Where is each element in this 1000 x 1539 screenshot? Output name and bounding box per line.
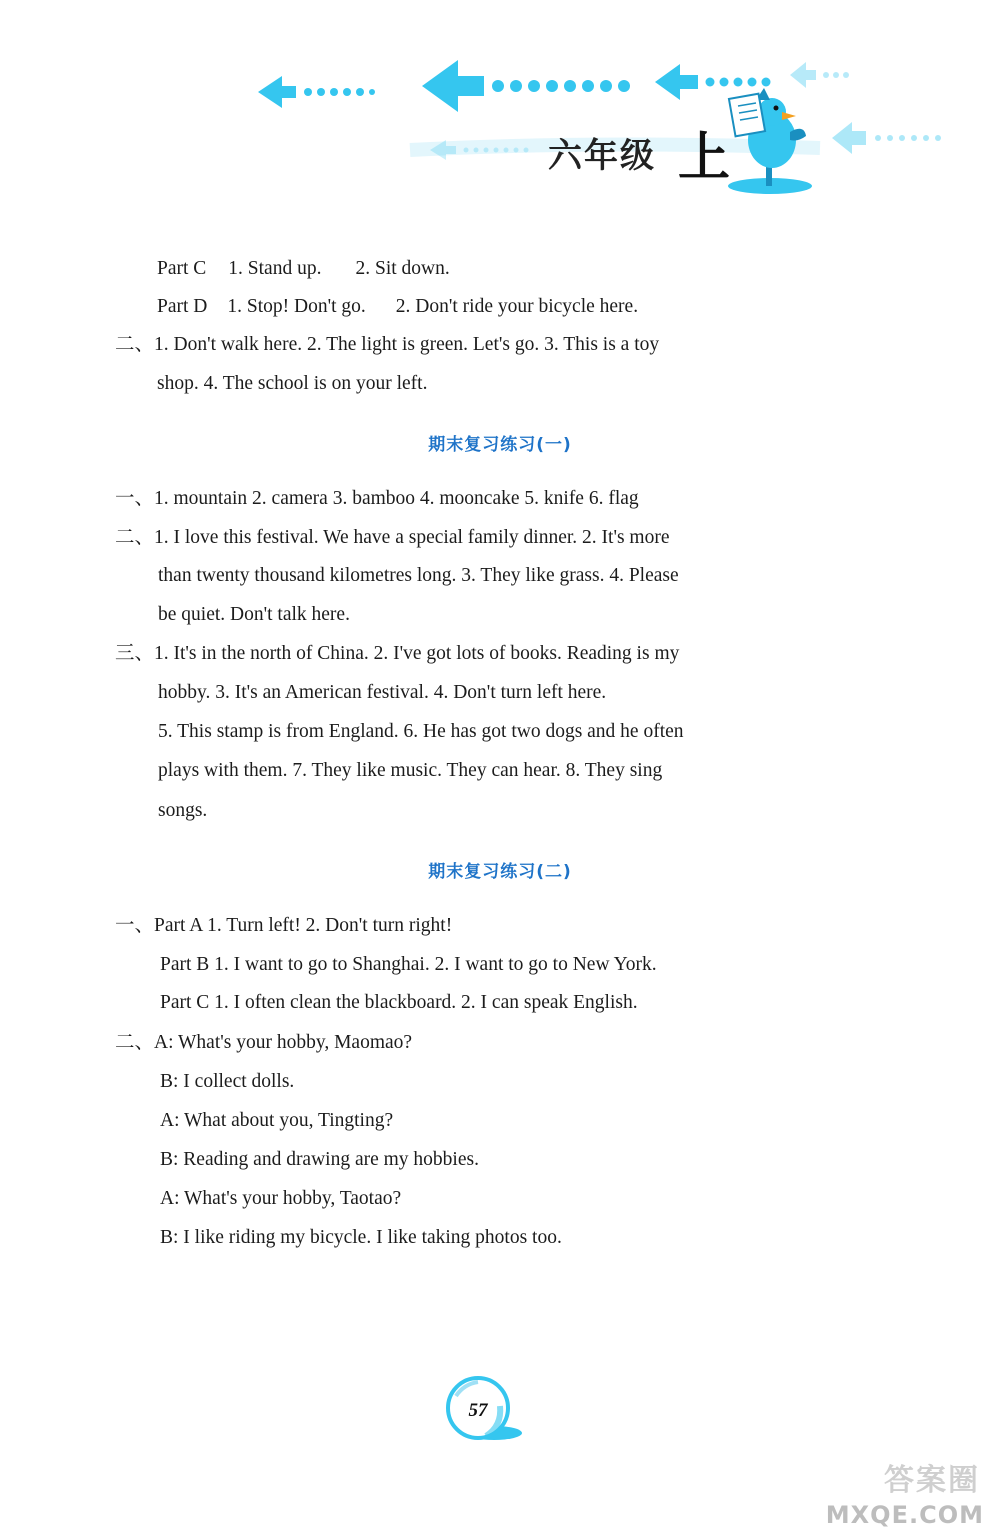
answer-line: 二、1. I love this festival. We have a special family dinner. 2. It's more: [115, 527, 670, 548]
answer-line: 一、1. mountain 2. camera 3. bamboo 4. mooncake 5. knife 6. flag: [115, 488, 639, 509]
page-header: [0, 0, 1000, 215]
section-title: 期末复习练习(一): [428, 435, 572, 455]
answer-line: 二、1. Don't walk here. 2. The light is green. Let's go. 3. This is a toy: [115, 334, 660, 355]
dialogue-line: B: I collect dolls.: [160, 1071, 295, 1092]
page-number: 57: [468, 1400, 488, 1421]
header-decoration: [0, 0, 1000, 215]
answer-line: plays with them. 7. They like music. They can hear. 8. They sing: [158, 760, 663, 781]
answer-line: [157, 295, 638, 319]
answer-line: 一、Part A 1. Turn left! 2. Don't turn right!: [115, 915, 453, 936]
arrow-left-icon: [422, 60, 630, 112]
part-label: Part D: [157, 296, 208, 317]
answer-line: Part C 1. I often clean the blackboard. 2. I can speak English.: [160, 992, 638, 1013]
answer-line: hobby. 3. It's an American festival. 4. Don't turn left here.: [158, 682, 607, 703]
answer-line: than twenty thousand kilometres long. 3. They like grass. 4. Please: [158, 565, 679, 586]
section-title: 期末复习练习(二): [428, 862, 572, 882]
volume-title: 上: [678, 128, 731, 188]
watermark-url: MXQE.COM: [825, 1501, 984, 1529]
watermark: [794, 1463, 994, 1535]
dialogue-line: B: Reading and drawing are my hobbies.: [160, 1149, 479, 1170]
answer-line: be quiet. Don't talk here.: [158, 604, 350, 625]
arrow-left-icon: [832, 122, 941, 154]
dialogue-line: A: What about you, Tingting?: [160, 1110, 394, 1131]
answer-line: 三、1. It's in the north of China. 2. I've got lots of books. Reading is my: [115, 643, 680, 664]
page-number-badge: [440, 1376, 530, 1446]
answer-line: 5. This stamp is from England. 6. He has got two dogs and he often: [158, 721, 684, 742]
answer-line: Part B 1. I want to go to Shanghai. 2. I want to go to New York.: [160, 954, 657, 975]
answer-item: 2. Sit down.: [355, 258, 450, 279]
answer-item: 2. Don't ride your bicycle here.: [395, 296, 639, 317]
dialogue-line: B: I like riding my bicycle. I like taking photos too.: [160, 1227, 562, 1248]
arrow-left-icon: [790, 62, 849, 88]
watermark-logo: 答案圈: [884, 1463, 980, 1498]
answer-item: 1. Stop! Don't go.: [227, 296, 366, 317]
dialogue-line: A: What's your hobby, Taotao?: [160, 1188, 402, 1209]
answer-line: shop. 4. The school is on your left.: [157, 373, 428, 394]
part-label: Part C: [157, 258, 207, 279]
dialogue-line: 二、A: What's your hobby, Maomao?: [115, 1032, 413, 1053]
answer-line: [157, 257, 450, 281]
grade-title: 六年级: [548, 136, 656, 176]
answer-item: 1. Stand up.: [228, 258, 322, 279]
answer-line: songs.: [158, 800, 208, 821]
arrow-left-icon: [258, 76, 375, 108]
